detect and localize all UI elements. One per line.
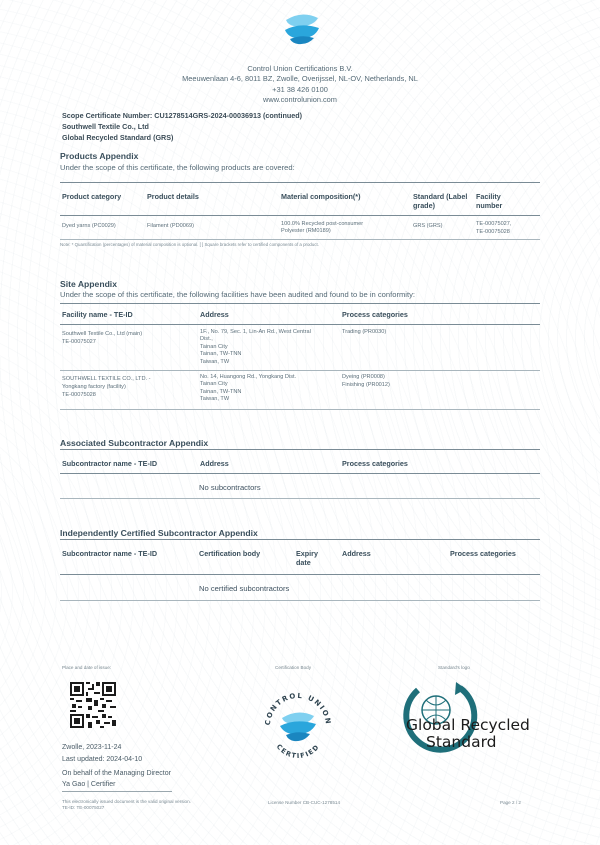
validity-text-2: TE-ID: TE-00075027 (62, 805, 105, 810)
org-website[interactable]: www.controlunion.com (263, 95, 337, 104)
divider (60, 182, 540, 183)
place-date-text: Zwolle, 2023-11-24 (62, 744, 122, 751)
last-updated-text: Last updated: 2024-04-10 (62, 756, 143, 763)
site-address-line-1: 1F., No. 79, Sec. 1, Lin-An Rd., West Central (200, 329, 311, 335)
sites-header-address: Address (200, 310, 229, 319)
seal-bottom-text: CERTIFIED (274, 742, 322, 761)
subcontractor-header-name: Subcontractor name - TE-ID (62, 459, 158, 468)
site-process-line-2: Finishing (PR0012) (342, 382, 390, 388)
products-header-material: Material composition(*) (281, 192, 361, 201)
divider (60, 215, 540, 216)
qr-code-icon[interactable] (70, 682, 116, 728)
sites-header-process: Process categories (342, 310, 408, 319)
products-note: Note: * Quantification (percentages) of material composition is optional. [ ] Square brackets refer to certified components of a product. (60, 242, 319, 247)
site-address-line-4: Tainan, TW-TNN (200, 351, 242, 357)
divider (60, 574, 540, 575)
divider (60, 303, 540, 304)
site-address-line-2: Dist., (200, 336, 213, 342)
org-name: Control Union Certifications B.V. (247, 64, 353, 73)
products-header-category: Product category (62, 192, 122, 201)
scope-standard: Global Recycled Standard (GRS) (62, 133, 174, 142)
scope-certificate-number: Scope Certificate Number: CU1278514GRS-2024-00036913 (continued) (62, 111, 303, 120)
divider (60, 498, 540, 499)
org-address: Meeuwenlaan 4-6, 8011 BZ, Zwolle, Overijssel, NL-OV, Netherlands, NL (182, 74, 418, 83)
material-line-2: Polyester (RM0189) (281, 228, 331, 234)
scope-company: Southwell Textile Co., Ltd (62, 122, 149, 131)
material-line-1: 100.0% Recycled post-consumer (281, 221, 364, 227)
divider (60, 539, 540, 540)
divider (60, 370, 540, 371)
site-process-line-1: Dyeing (PR0008) (342, 374, 385, 380)
site-name-line-1: Southwell Textile Co., Ltd (main) (62, 331, 143, 337)
independent-header-expiry: Expiry (296, 549, 318, 558)
sites-header-name: Facility name - TE-ID (62, 310, 133, 319)
grs-line-2: Standard (426, 733, 497, 751)
site-address-line-2: Tainan City (200, 381, 228, 387)
on-behalf-text: On behalf of the Managing Director (62, 770, 171, 777)
global-recycled-standard-logo-icon (382, 680, 542, 760)
site-appendix-subtitle: Under the scope of this certificate, the following facilities have been audited and found to be in conformity: (60, 290, 416, 299)
divider (60, 600, 540, 601)
independent-appendix-title: Independently Certified Subcontractor Appendix (60, 528, 258, 538)
control-union-seal-icon (258, 682, 338, 762)
seal-top-text: CONTROL UNION (263, 691, 333, 726)
product-details-cell: Filament (PD0069) (147, 223, 194, 229)
independent-header-address: Address (342, 549, 371, 558)
no-subcontractors-text: No subcontractors (199, 483, 261, 492)
facility-line-2: TE-00075028 (476, 229, 510, 235)
site-appendix-title: Site Appendix (60, 279, 117, 289)
product-category-cell: Dyed yarns (PC0029) (62, 223, 116, 229)
subcontractor-header-address: Address (200, 459, 229, 468)
subcontractor-appendix-title: Associated Subcontractor Appendix (60, 438, 209, 448)
org-phone: +31 38 426 0100 (272, 85, 328, 94)
control-union-logo-icon (282, 10, 322, 46)
no-certified-subcontractors-text: No certified subcontractors (199, 584, 290, 593)
validity-text-1: This electronically issued document is the valid original version. (62, 799, 191, 804)
license-number: License Number CB-CUC-1278514 (268, 800, 341, 805)
divider (60, 324, 540, 325)
subcontractor-header-process: Process categories (342, 459, 408, 468)
independent-header-date: date (296, 558, 311, 567)
grs-line-1: Global Recycled (406, 716, 530, 734)
site-process-line-1: Trading (PR0030) (342, 329, 387, 335)
independent-header-process: Process categories (450, 549, 516, 558)
divider (60, 239, 540, 240)
signer-text: Ya Gao | Certifier (62, 781, 116, 788)
divider (60, 473, 540, 474)
products-appendix-subtitle: Under the scope of this certificate, the following products are covered: (60, 163, 295, 172)
site-address-line-4: Taiwan, TW (200, 396, 230, 402)
products-header-facility: Facility number (476, 192, 503, 210)
page-number: Page 2 / 2 (500, 800, 521, 805)
independent-header-name: Subcontractor name - TE-ID (62, 549, 158, 558)
site-address-line-3: Tainan, TW-TNN (200, 389, 242, 395)
site-name-line-3: TE-00075028 (62, 392, 96, 398)
site-name-line-2: Yongkang factory (facility) (62, 384, 126, 390)
svg-text:CERTIFIED (275, 743, 322, 760)
site-address-line-1: No. 14, Huangong Rd., Yongkang Dist. (200, 374, 297, 380)
site-address-line-5: Taiwan, TW (200, 359, 230, 365)
site-name-line-2: TE-00075027 (62, 339, 96, 345)
standard-cell: GRS (GRS) (413, 223, 443, 229)
products-header-standard: Standard (Label grade) (413, 192, 468, 210)
independent-header-body: Certification body (199, 549, 261, 558)
standard-logo-label: Standard's logo (438, 665, 470, 670)
place-date-label: Place and date of issue: (62, 665, 112, 670)
divider (60, 409, 540, 410)
facility-line-1: TE-00075027, (476, 221, 512, 227)
site-address-line-3: Tainan City (200, 344, 228, 350)
certification-body-label: Certification Body (275, 665, 312, 670)
site-name-line-1: SOUTHWELL TEXTILE CO., LTD. - (62, 376, 151, 382)
products-appendix-title: Products Appendix (60, 151, 139, 161)
signature-line (62, 791, 172, 792)
products-header-details: Product details (147, 192, 199, 201)
divider (60, 449, 540, 450)
